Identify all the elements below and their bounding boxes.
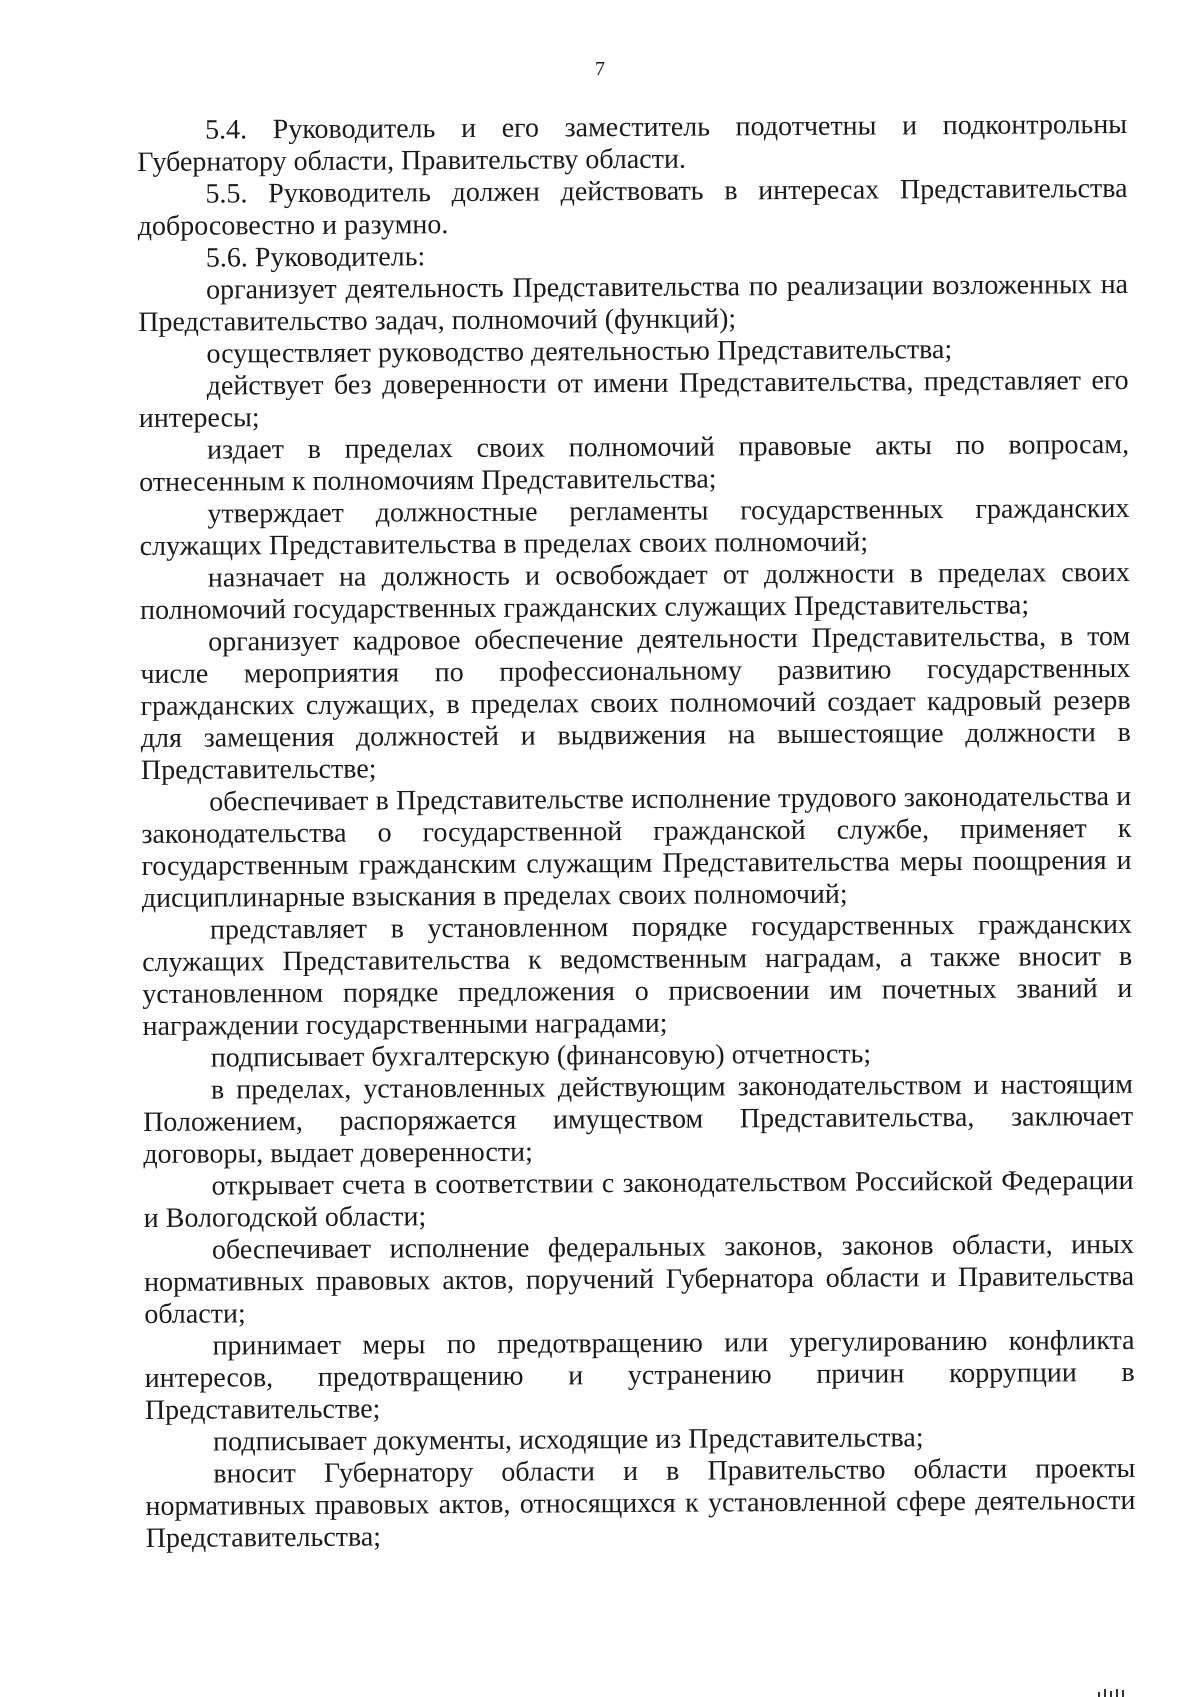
duty-item: представляет в установленном порядке государственных гражданских служащих Представительства к ведомственным наградам, а также вносит в установленном порядке предложения о присвоении им почетных званий и награждении государственными наградами; <box>142 908 1133 1042</box>
page-number: 7 <box>595 58 605 80</box>
duty-item: организует кадровое обеспечение деятельности Представительства, в том числе мероприятия по профессиональному развитию государственных гражданских служащих, в пределах своих полномочий создает кадровый резерв для замещения должностей и выдвижения на вышестоящие должности в Представительстве; <box>140 620 1131 786</box>
duty-item: обеспечивает в Представительстве исполнение трудового законодательства и законодательства о государственной гражданской службе, применяет к государственным гражданским служащим Представительства меры поощрения и дисциплинарные взыскания в пределах своих полномочий; <box>141 780 1132 914</box>
scan-edge-marks <box>1098 1689 1138 1697</box>
duty-item: утверждает должностные регламенты государственных гражданских служащих Представительства в пределах своих полномочий; <box>139 492 1130 562</box>
duty-item: действует без доверенности от имени Представительства, представляет его интересы; <box>138 364 1129 434</box>
paragraph-5-5: 5.5. Руководитель должен действовать в интересах Представительства добросовестно и разумно. <box>137 172 1128 242</box>
duty-item: подписывает бухгалтерскую (финансовую) отчетность; <box>210 1038 872 1074</box>
document-body <box>137 109 1136 1555</box>
duty-item: издает в пределах своих полномочий правовые акты по вопросам, отнесенным к полномочиям Представительства; <box>139 428 1130 498</box>
duty-item: обеспечивает исполнение федеральных законов, законов области, иных нормативных правовых актов, поручений Губернатора области и Правительства области; <box>144 1228 1135 1330</box>
duty-item: назначает на должность и освобождает от должности в пределах своих полномочий государственных гражданских служащих Представительства; <box>139 556 1130 626</box>
duty-item: подписывает документы, исходящие из Представительства; <box>213 1422 924 1458</box>
duty-item: вносит Губернатору области и в Правительство области проекты нормативных правовых актов, относящихся к установленной сфере деятельности Представительства; <box>145 1452 1136 1554</box>
paragraph-5-6-heading: 5.6. Руководитель: <box>205 241 426 274</box>
duty-item: принимает меры по предотвращению или урегулированию конфликта интересов, предотвращению и устранению причин коррупции в Представительстве; <box>144 1324 1135 1426</box>
duty-item: организует деятельность Представительства по реализации возложенных на Представительство задач, полномочий (функций); <box>138 268 1129 338</box>
paragraph-5-4: 5.4. Руководитель и его заместитель подотчетны и подконтрольны Губернатору области, Правительству области. <box>137 108 1128 178</box>
duty-item: осуществляет руководство деятельностью Представительства; <box>206 334 953 370</box>
duty-item: открывает счета в соответствии с законодательством Российской Федерации и Вологодской области; <box>143 1164 1134 1234</box>
duty-item: в пределах, установленных действующим законодательством и настоящим Положением, распоряжается имуществом Представительства, заключает договоры, выдает доверенности; <box>143 1068 1134 1170</box>
